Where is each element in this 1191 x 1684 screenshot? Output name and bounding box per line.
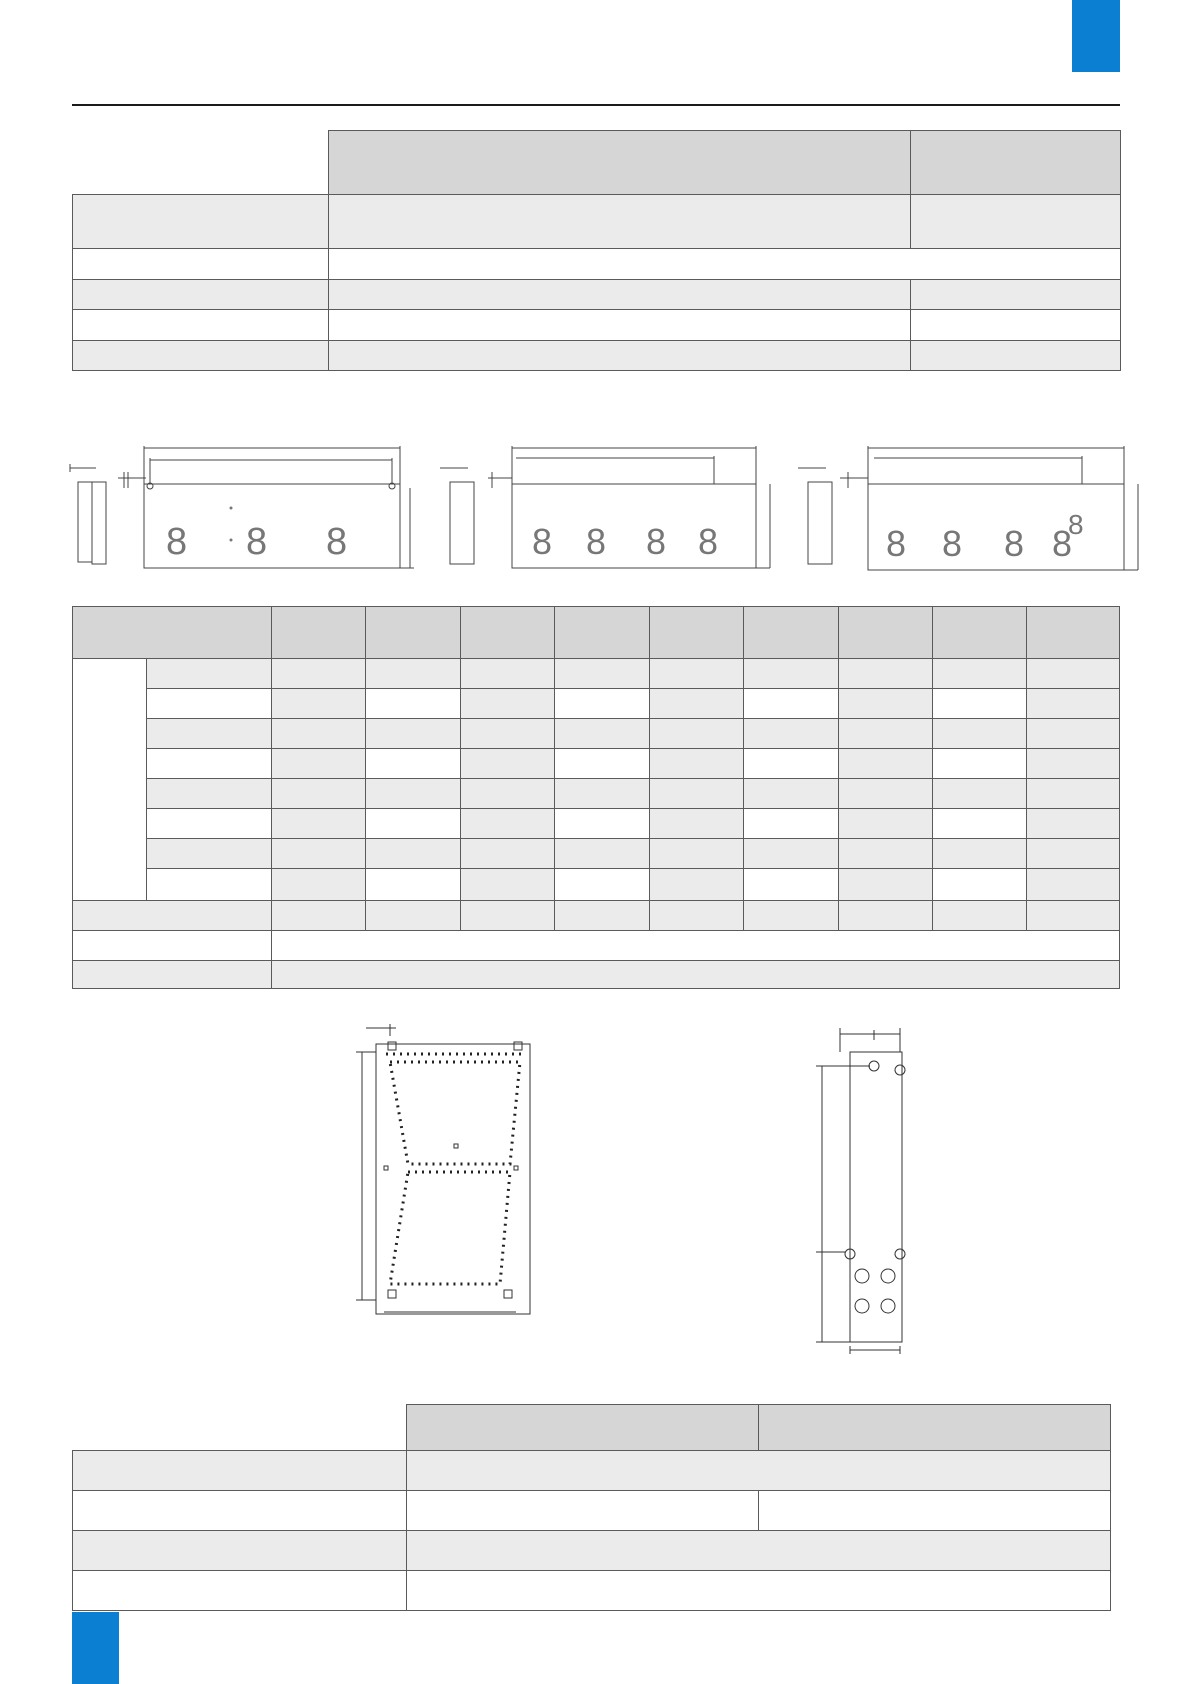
- table-row-label: [147, 779, 272, 809]
- table-row-label: [147, 749, 272, 779]
- table-header-cell: [366, 607, 460, 659]
- table-cell-merged: [407, 1531, 1111, 1571]
- table-row-label: [73, 1531, 407, 1571]
- table-cell: [1027, 659, 1120, 689]
- table-cell: [366, 809, 460, 839]
- table-cell: [366, 901, 460, 931]
- table-cell: [555, 659, 649, 689]
- table-cell: [329, 195, 911, 249]
- header-rule: [72, 104, 1120, 106]
- table-header-cell: [271, 607, 365, 659]
- table-cell: [838, 809, 932, 839]
- digit-glyph: 8: [326, 521, 348, 563]
- table-header-cell: [933, 607, 1027, 659]
- digit-glyph: 8: [886, 523, 907, 564]
- table-cell: [407, 1491, 759, 1531]
- table-cell-merged: [329, 249, 1121, 280]
- table-cell: [1027, 901, 1120, 931]
- table-cell-merged: [271, 931, 1119, 961]
- table-cell: [271, 719, 365, 749]
- table-cell: [744, 901, 838, 931]
- table-cell: [744, 659, 838, 689]
- table-row-label: [147, 809, 272, 839]
- table-cell: [933, 839, 1027, 869]
- table-row-label: [73, 901, 272, 931]
- table-cell: [933, 719, 1027, 749]
- table-row-label: [147, 839, 272, 869]
- table-cell: [329, 310, 911, 341]
- table-cell: [555, 901, 649, 931]
- table-cell: [366, 839, 460, 869]
- table-cell: [933, 749, 1027, 779]
- table-cell: [744, 779, 838, 809]
- digit-glyph: 8: [1052, 523, 1073, 564]
- table-cell: [933, 779, 1027, 809]
- table-cell: [1027, 869, 1120, 901]
- models-table: [72, 606, 1120, 989]
- table-cell: [555, 809, 649, 839]
- table-cell: [460, 779, 554, 809]
- table-row-label: [73, 195, 329, 249]
- table-cell: [649, 809, 743, 839]
- table-cell: [744, 689, 838, 719]
- table-cell: [460, 901, 554, 931]
- table-cell: [759, 1491, 1111, 1531]
- table-cell: [460, 659, 554, 689]
- table-cell-merged: [407, 1451, 1111, 1491]
- table-header-cell: [73, 607, 272, 659]
- table-cell: [838, 779, 932, 809]
- table-cell: [555, 779, 649, 809]
- table-row-label: [73, 341, 329, 371]
- table-cell: [933, 901, 1027, 931]
- table-cell: [838, 901, 932, 931]
- corner-tab: [1072, 0, 1120, 72]
- digit-glyph: 8: [586, 521, 607, 562]
- table-row-label: [147, 659, 272, 689]
- digit-glyph: 8: [1068, 509, 1084, 540]
- table-cell: [1027, 719, 1120, 749]
- table-cell: [838, 719, 932, 749]
- table-cell: [271, 901, 365, 931]
- table-header-cell: [649, 607, 743, 659]
- table-cell: [744, 839, 838, 869]
- table-header-cell: [911, 131, 1121, 195]
- digit-glyph: 8: [246, 521, 268, 563]
- table-cell: [649, 749, 743, 779]
- table-header-cell: [460, 607, 554, 659]
- table-cell: [460, 869, 554, 901]
- table-cell: [933, 809, 1027, 839]
- table-corner-cell: [73, 131, 329, 195]
- specification-table-top: [72, 130, 1121, 371]
- table-cell: [1027, 839, 1120, 869]
- digit-glyph: 8: [166, 521, 188, 563]
- table-cell: [1027, 809, 1120, 839]
- table-cell: [271, 689, 365, 719]
- table-cell: [366, 749, 460, 779]
- table-cell-merged: [271, 961, 1119, 989]
- table-row-label: [73, 931, 272, 961]
- table-cell: [838, 659, 932, 689]
- specification-table-bottom: [72, 1404, 1111, 1611]
- table-cell: [649, 689, 743, 719]
- table-group-label: [73, 659, 147, 901]
- three-digit-display-drawing: [66, 444, 420, 574]
- table-header-cell: [759, 1405, 1111, 1451]
- table-cell: [911, 341, 1121, 371]
- table-row-label: [147, 719, 272, 749]
- table-cell: [271, 839, 365, 869]
- table-cell: [744, 809, 838, 839]
- table-cell: [460, 839, 554, 869]
- table-cell: [838, 839, 932, 869]
- table-cell: [555, 719, 649, 749]
- table-cell: [460, 749, 554, 779]
- table-cell: [271, 749, 365, 779]
- table-cell: [838, 749, 932, 779]
- table-cell: [555, 749, 649, 779]
- table-cell: [649, 901, 743, 931]
- page-tab: [72, 1612, 119, 1684]
- table-row-label: [147, 869, 272, 901]
- table-header-cell: [1027, 607, 1120, 659]
- table-cell: [1027, 749, 1120, 779]
- table-cell: [838, 869, 932, 901]
- digit-glyph: 8: [532, 521, 553, 562]
- table-cell: [555, 689, 649, 719]
- table-row-label: [73, 1451, 407, 1491]
- table-cell: [744, 869, 838, 901]
- table-cell: [649, 869, 743, 901]
- table-cell: [366, 719, 460, 749]
- table-cell: [911, 310, 1121, 341]
- table-cell: [933, 659, 1027, 689]
- digit-module-front-drawing: [350, 1022, 544, 1324]
- table-cell: [329, 280, 911, 310]
- table-cell: [649, 719, 743, 749]
- table-row-label: [73, 961, 272, 989]
- table-cell: [366, 779, 460, 809]
- table-cell: [911, 280, 1121, 310]
- table-header-cell: [744, 607, 838, 659]
- table-cell: [838, 689, 932, 719]
- digit-glyph: 8: [1004, 523, 1025, 564]
- table-cell-merged: [407, 1571, 1111, 1611]
- table-cell: [271, 779, 365, 809]
- table-row-label: [73, 1571, 407, 1611]
- table-cell: [649, 779, 743, 809]
- table-cell: [933, 869, 1027, 901]
- table-cell: [744, 719, 838, 749]
- digit-glyph: 8: [942, 523, 963, 564]
- table-cell: [744, 749, 838, 779]
- table-cell: [1027, 689, 1120, 719]
- table-cell: [649, 839, 743, 869]
- digit-glyph: 8: [698, 521, 719, 562]
- table-cell: [649, 659, 743, 689]
- four-digit-display-drawing: [436, 444, 782, 574]
- table-cell: [460, 689, 554, 719]
- table-cell: [366, 869, 460, 901]
- table-cell: [271, 869, 365, 901]
- table-header-cell: [838, 607, 932, 659]
- table-row-label: [147, 689, 272, 719]
- table-header-cell: [407, 1405, 759, 1451]
- table-cell: [555, 869, 649, 901]
- table-cell: [911, 195, 1121, 249]
- table-row-label: [73, 280, 329, 310]
- mounting-bracket-drawing: [810, 1022, 920, 1354]
- five-digit-display-drawing: [796, 444, 1144, 576]
- table-cell: [271, 659, 365, 689]
- table-cell: [460, 719, 554, 749]
- table-cell: [271, 809, 365, 839]
- table-cell: [1027, 779, 1120, 809]
- table-row-label: [73, 310, 329, 341]
- table-header-cell: [329, 131, 911, 195]
- table-cell: [366, 659, 460, 689]
- table-cell: [933, 689, 1027, 719]
- table-cell: [555, 839, 649, 869]
- table-cell: [366, 689, 460, 719]
- table-cell: [329, 341, 911, 371]
- digit-glyph: 8: [646, 521, 667, 562]
- table-header-cell: [555, 607, 649, 659]
- table-cell: [460, 809, 554, 839]
- table-row-label: [73, 249, 329, 280]
- table-corner-cell: [73, 1405, 407, 1451]
- table-row-label: [73, 1491, 407, 1531]
